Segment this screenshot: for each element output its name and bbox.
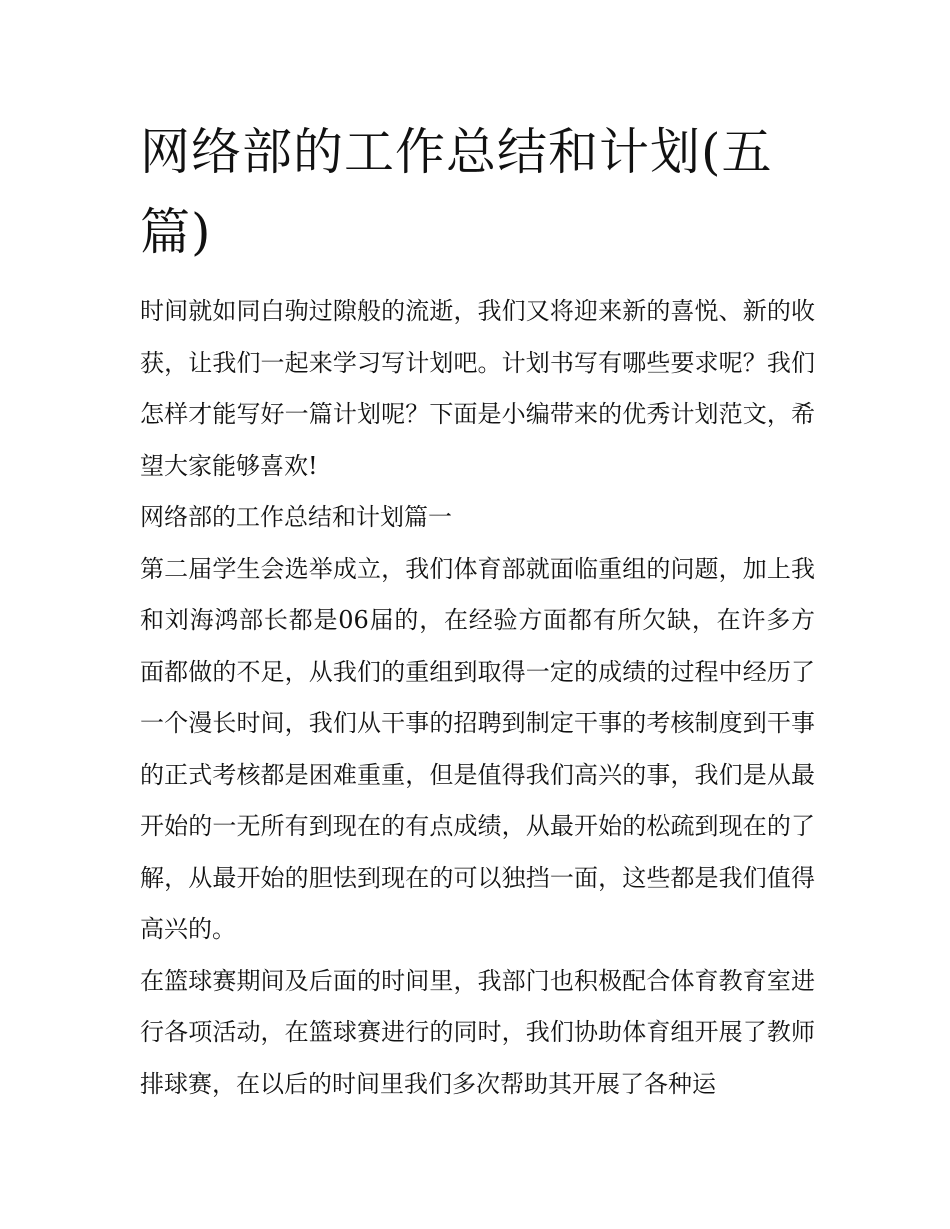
document-page [140, 112, 815, 1110]
document-title: 网络部的工作总结和计划(五篇) [140, 123, 773, 261]
body-paragraph: 第二届学生会选举成立，我们体育部就面临重组的问题，加上我和刘海鸿部长都是06届的，在经验方面都有所欠缺，在许多方面都做的不足，从我们的重组到取得一定的成绩的过程中经历了一个漫长时间，我们从干事的招聘到制定干事的考核制度到干事的正式考核都是困难重重，但是值得我们高兴的事，我们是从最开始的一无所有到现在的有点成绩，从最开始的松疏到现在的了解，从最开始的胆怯到现在的可以独挡一面，这些都是我们值得高兴的。 [140, 554, 815, 943]
body-paragraph: 在篮球赛期间及后面的时间里，我部门也积极配合体育教育室进行各项活动，在篮球赛进行的同时，我们协助体育组开展了教师排球赛，在以后的时间里我们多次帮助其开展了各种运 [140, 966, 815, 1098]
intro-paragraph: 时间就如同白驹过隙般的流逝，我们又将迎来新的喜悦、新的收获，让我们一起来学习写计划吧。计划书写有哪些要求呢？我们怎样才能写好一篇计划呢？下面是小编带来的优秀计划范文，希望大家能够喜欢! [140, 297, 815, 480]
section-heading: 网络部的工作总结和计划篇一 [140, 503, 452, 531]
